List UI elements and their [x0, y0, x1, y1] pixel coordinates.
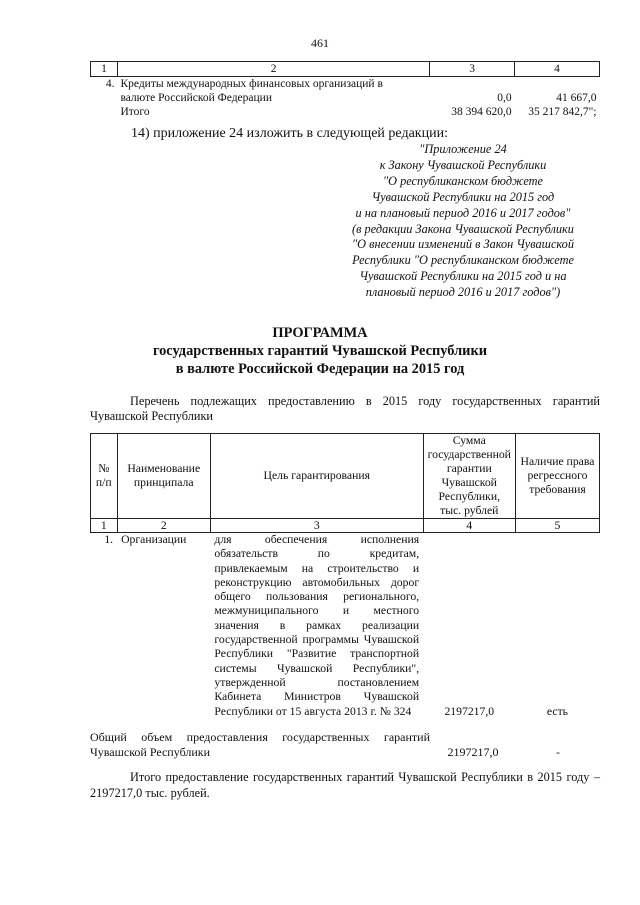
row-number: 1. [104, 533, 114, 546]
total-label: Итого [120, 106, 150, 118]
col-number: 3 [210, 519, 423, 533]
col-number: 4 [515, 62, 600, 77]
appendix-line: Чувашской Республики на 2015 год и на [359, 269, 567, 284]
appendix-line: (в редакции Закона Чувашской Республики [352, 221, 574, 236]
title-line: в валюте Российской Федерации на 2015 год [175, 361, 465, 378]
table-row [91, 533, 600, 719]
borrowing-table-header [91, 62, 600, 77]
col-number: 2 [117, 62, 429, 77]
appendix-heading [310, 142, 616, 301]
col-number: 5 [515, 519, 599, 533]
amendment-text: 14) приложение 24 изложить в следующей редакции: [131, 126, 448, 141]
col-number: 1 [91, 62, 118, 77]
appendix-line: "О республиканском бюджете [382, 173, 544, 188]
row-number: 4. [105, 78, 115, 90]
row-name-line: Кредиты международных финансовых организаций в [120, 78, 383, 90]
header-purpose: Цель гарантирования [210, 434, 423, 519]
appendix-line: Республики "О республиканском бюджете [352, 253, 574, 268]
row-amount: 2197217,0 [444, 704, 495, 718]
row-purpose: для обеспечения исполнения обязательств по кредитам, привлекаемым на строительство и реконструкцию автомобильных дорог общего пользования регионального, межмуниципального и местного значения в рамках реализации государственной программы Чувашской Республики "Развитие транспортной системы Чувашской Республики", утвержденной постановлением Кабинета Министров Чувашской Республики от 15 августа 2013 г. № 324 [214, 533, 420, 718]
appendix-line: и на плановый период 2016 и 2017 годов" [355, 205, 571, 220]
col-number: 2 [117, 519, 210, 533]
appendix-line: "О внесении изменений в Закон Чувашской [352, 237, 574, 252]
appendix-line: плановый период 2016 и 2017 годов") [365, 285, 561, 300]
title-line: ПРОГРАММА [272, 325, 368, 341]
total-value-2016: 35 217 842,7"; [528, 106, 597, 118]
header-number: № п/п [91, 434, 118, 519]
column-numbers-row [91, 519, 600, 533]
row-value-2016: 41 667,0 [556, 92, 597, 104]
row-principal: Организации [121, 533, 187, 546]
row-name-line: валюте Российской Федерации [120, 92, 272, 104]
total-volume-recourse: - [556, 745, 560, 759]
col-number: 4 [423, 519, 515, 533]
appendix-line: "Приложение 24 [419, 142, 507, 156]
guarantees-table-header [91, 434, 600, 519]
table-row [91, 77, 600, 106]
row-value-2015: 0,0 [497, 92, 512, 104]
summary-paragraph: Итого предоставление государственных гарантий Чувашской Республики в 2015 году – 2197217,0 тыс. рублей. [90, 770, 600, 800]
appendix-line: Чувашской Республики на 2015 год [371, 189, 555, 204]
header-amount: Сумма государственной гарантии Чувашской Республики, тыс. рублей [423, 434, 515, 519]
title-line: государственных гарантий Чувашской Республики [152, 343, 488, 360]
document-title [0, 324, 640, 379]
header-principal: Наименование принципала [117, 434, 210, 519]
row-recourse: есть [546, 704, 569, 718]
col-number: 3 [430, 62, 515, 77]
total-value-2015: 38 394 620,0 [451, 106, 512, 118]
guarantees-table [90, 433, 600, 719]
appendix-line: к Закону Чувашской Республики [379, 157, 547, 172]
total-volume-amount: 2197217,0 [447, 745, 499, 759]
header-recourse: Наличие права регрессного требования [515, 434, 599, 519]
total-row [91, 105, 600, 119]
intro-paragraph: Перечень подлежащих предоставлению в 2015 году государственных гарантий Чувашской Республики [90, 394, 600, 423]
col-number: 1 [91, 519, 118, 533]
page-number: 461 [311, 36, 329, 50]
total-volume-label: Общий объем предоставления государственных гарантий Чувашской Республики [90, 730, 430, 759]
row-name [117, 77, 429, 106]
borrowing-table [90, 61, 600, 119]
